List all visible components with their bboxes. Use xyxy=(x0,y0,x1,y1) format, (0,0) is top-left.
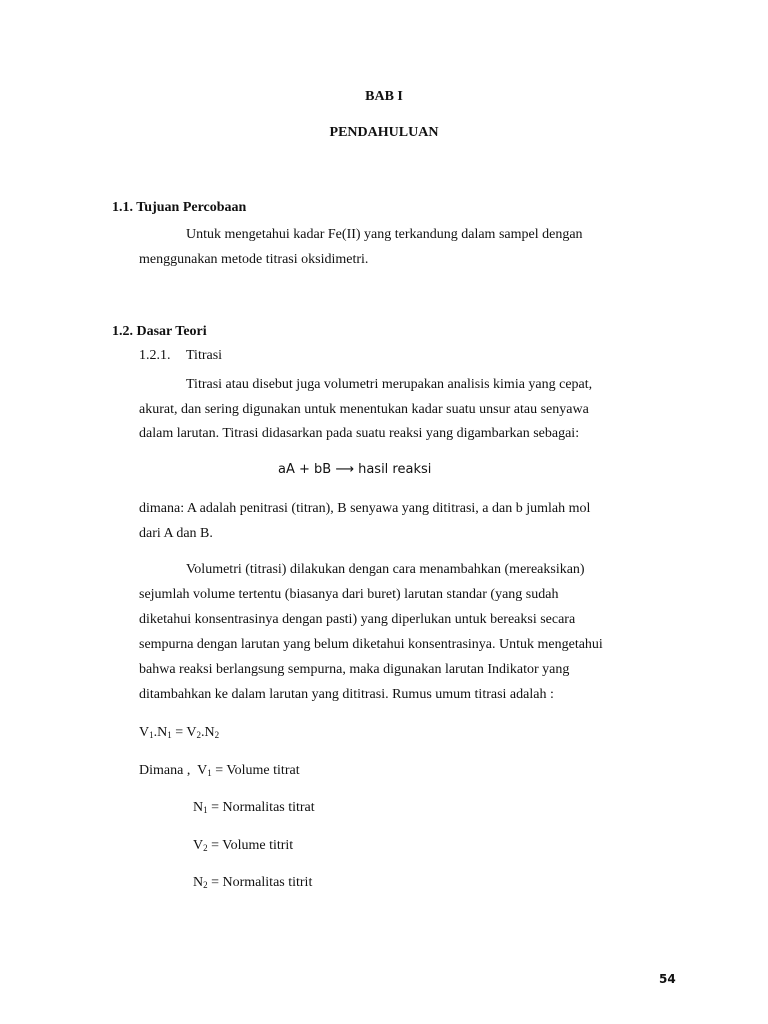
subsection-title: Titrasi xyxy=(186,348,223,363)
paragraph-line: ditambahkan ke dalam larutan yang dititrasi. Rumus umum titrasi adalah : xyxy=(139,687,554,702)
paragraph-line: bahwa reaksi berlangsung sempurna, maka digunakan larutan Indikator yang xyxy=(139,662,570,677)
definition-row: Dimana , $V_1$ = Volume titrat xyxy=(139,763,300,778)
titration-formula: $V_1.N_1 = V_2.N_2$ xyxy=(139,725,220,740)
paragraph-line: dalam larutan. Titrasi didasarkan pada suatu reaksi yang digambarkan sebagai: xyxy=(139,426,580,441)
subsection-number: 1.2.1. xyxy=(139,348,171,363)
paragraph-line: menggunakan metode titrasi oksidimetri. xyxy=(139,252,369,267)
paragraph-line: akurat, dan sering digunakan untuk menentukan kadar suatu unsur atau senyawa xyxy=(139,402,589,417)
paragraph-line: Titrasi atau disebut juga volumetri merupakan analisis kimia yang cepat, xyxy=(186,377,593,392)
definition-row: $N_1$ = Normalitas titrat xyxy=(193,800,315,815)
chapter-label: BAB I xyxy=(365,89,403,104)
definition-row: $V_2$ = Volume titrit xyxy=(193,838,294,853)
paragraph-line: dimana: A adalah penitrasi (titran), B senyawa yang dititrasi, a dan b jumlah mol xyxy=(139,501,591,516)
paragraph-line: sempurna dengan larutan yang belum diketahui konsentrasinya. Untuk mengetahui xyxy=(139,637,603,652)
chapter-title: PENDAHULUAN xyxy=(329,125,439,140)
paragraph-line: Untuk mengetahui kadar Fe(II) yang terkandung dalam sampel dengan xyxy=(186,227,583,242)
section-heading-dasar-teori: 1.2. Dasar Teori xyxy=(112,324,207,339)
section-heading-tujuan: 1.1. Tujuan Percobaan xyxy=(112,200,247,215)
definition-row: $N_2$ = Normalitas titrit xyxy=(193,875,313,890)
paragraph-line: Volumetri (titrasi) dilakukan dengan cara menambahkan (mereaksikan) xyxy=(186,562,585,577)
page-number: 54 xyxy=(659,972,676,986)
paragraph-line: diketahui konsentrasinya dengan pasti) yang diperlukan untuk bereaksi secara xyxy=(139,612,576,627)
paragraph-line: dari A dan B. xyxy=(139,526,213,541)
reaction-equation: aA + bB ⟶ hasil reaksi xyxy=(278,462,432,477)
paragraph-line: sejumlah volume tertentu (biasanya dari buret) larutan standar (yang sudah xyxy=(139,587,559,602)
